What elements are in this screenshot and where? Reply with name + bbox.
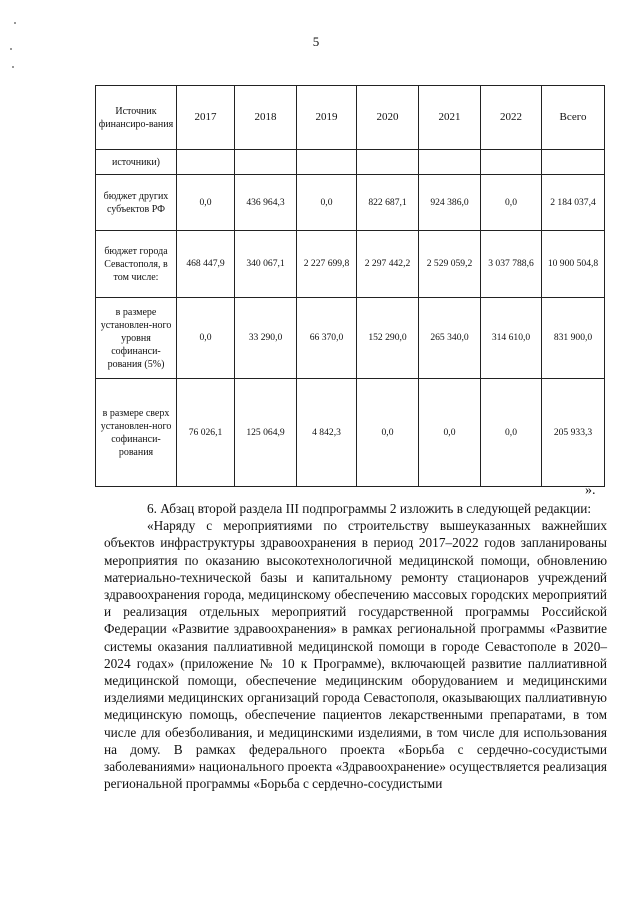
cell-value: [177, 150, 235, 175]
row-label: бюджет города Севастополя, в том числе:: [96, 231, 177, 298]
amendment-text: [104, 500, 607, 792]
scan-speck: [12, 66, 14, 68]
header-year: 2018: [235, 86, 297, 150]
cell-value: 152 290,0: [357, 298, 419, 379]
table-row: [96, 379, 605, 487]
cell-value: 0,0: [481, 175, 542, 231]
cell-value: 2 184 037,4: [542, 175, 605, 231]
cell-value: 924 386,0: [419, 175, 481, 231]
cell-value: 125 064,9: [235, 379, 297, 487]
cell-value: 3 037 788,6: [481, 231, 542, 298]
page-number: 5: [312, 34, 320, 49]
row-label: в размере сверх установлен-ного софинанси-рования: [96, 379, 177, 487]
cell-value: 468 447,9: [177, 231, 235, 298]
financing-table: [95, 85, 605, 487]
table-row: [96, 175, 605, 231]
cell-value: 0,0: [481, 379, 542, 487]
row-label: бюджет других субъектов РФ: [96, 175, 177, 231]
cell-value: 0,0: [177, 298, 235, 379]
row-label: источники): [96, 150, 177, 175]
cell-value: 340 067,1: [235, 231, 297, 298]
cell-value: 314 610,0: [481, 298, 542, 379]
amendment-paragraph: «Наряду с мероприятиями по строительству вышеуказанных важнейших объектов инфраструктуры здравоохранения в период 2017–2022 годов запланированы мероприятия по оказанию высокотехнологичной медицинской помощи, обновлению материально-технической базы и капитальному ремонту стационаров учреждений здравоохранения города, медицинскому обеспечению массовых городских мероприятий и реализация отдельных мероприятий государственной программы Российской Федерации «Развитие здравоохранения» в рамках региональной программы «Развитие системы оказания паллиативной медицинской помощи в городе Севастополе в 2020–2024 годах» (приложение № 10 к Программе), включающей развитие паллиативной медицинской помощи, обеспечение медицинским оборудованием и медицинскими изделиями медицинских организаций города Севастополя, оказывающих паллиативную медицинскую помощь, обеспечение пациентов лекарственными препаратами, в том числе для обезболивания, и медицинскими изделиями, в том числе для использования на дому. В рамках федерального проекта «Борьба с сердечно-сосудистыми заболеваниями» национального проекта «Здравоохранение» осуществляется реализация региональной программы «Борьба с сердечно-сосудистыми: [104, 518, 607, 792]
cell-value: [481, 150, 542, 175]
header-year: 2017: [177, 86, 235, 150]
cell-value: 822 687,1: [357, 175, 419, 231]
cell-value: 2 529 059,2: [419, 231, 481, 298]
cell-value: [357, 150, 419, 175]
table-row: [96, 150, 605, 175]
cell-value: [235, 150, 297, 175]
cell-value: 205 933,3: [542, 379, 605, 487]
cell-value: [297, 150, 357, 175]
cell-value: [542, 150, 605, 175]
cell-value: 265 340,0: [419, 298, 481, 379]
amendment-paragraph: 6. Абзац второй раздела III подпрограммы 2 изложить в следующей редакции:: [147, 501, 592, 516]
cell-value: [419, 150, 481, 175]
cell-value: 4 842,3: [297, 379, 357, 487]
header-year: 2020: [357, 86, 419, 150]
cell-value: 831 900,0: [542, 298, 605, 379]
scan-speck: [14, 22, 16, 24]
row-label: в размере установлен-ного уровня софинанси-рования (5%): [96, 298, 177, 379]
cell-value: 10 900 504,8: [542, 231, 605, 298]
cell-value: 76 026,1: [177, 379, 235, 487]
table-header-row: [96, 86, 605, 150]
header-year: 2019: [297, 86, 357, 150]
cell-value: 0,0: [357, 379, 419, 487]
table-row: [96, 298, 605, 379]
cell-value: 66 370,0: [297, 298, 357, 379]
cell-value: 2 297 442,2: [357, 231, 419, 298]
header-year: 2021: [419, 86, 481, 150]
header-total: Всего: [542, 86, 605, 150]
cell-value: 0,0: [419, 379, 481, 487]
cell-value: 0,0: [297, 175, 357, 231]
table-row: [96, 231, 605, 298]
cell-value: 0,0: [177, 175, 235, 231]
cell-value: 33 290,0: [235, 298, 297, 379]
cell-value: 436 964,3: [235, 175, 297, 231]
closing-quote: ».: [585, 483, 596, 498]
header-source: Источник финансиро-вания: [96, 86, 177, 150]
header-year: 2022: [481, 86, 542, 150]
cell-value: 2 227 699,8: [297, 231, 357, 298]
